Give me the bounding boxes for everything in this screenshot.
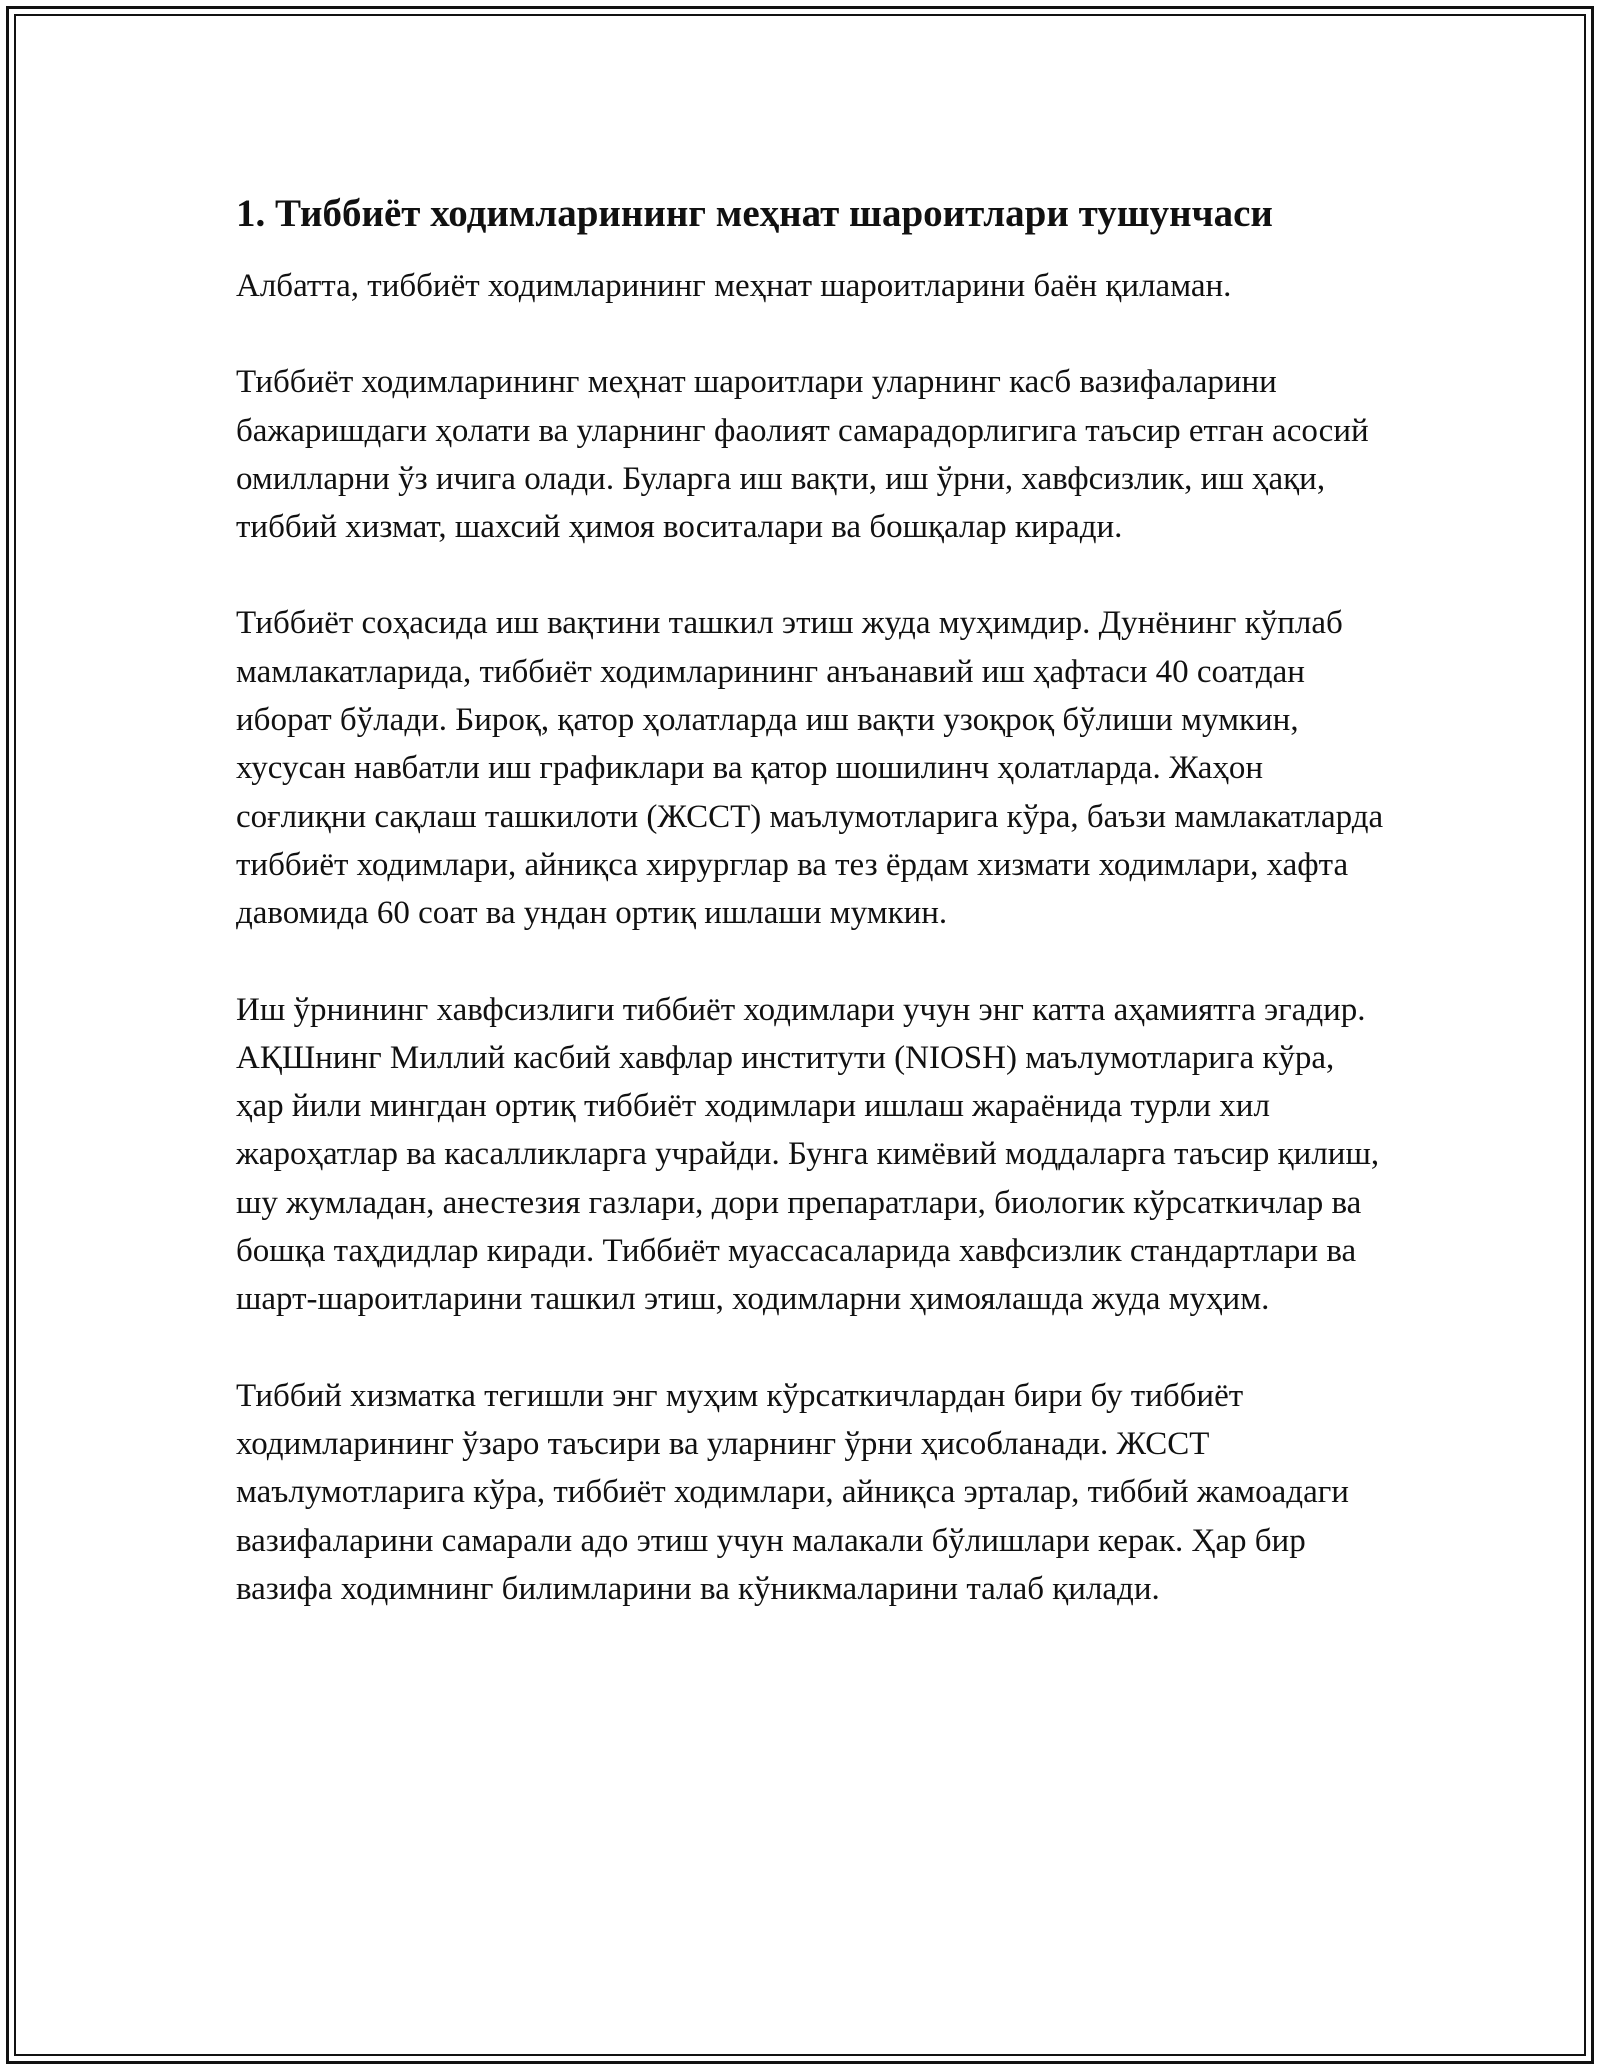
paragraph-working-hours: Тиббиёт соҳасида иш вақтини ташкил этиш жуда муҳимдир. Дунёнинг кўплаб мамлакатларида, тиббиёт ходимларининг анъанавий иш ҳафтаси 40 соатдан иборат бўлади. Бироқ, қатор ҳолатларда иш вақти узоқроқ бўлиши мумкин, хусусан навбатли иш графиклари ва қатор шошилинч ҳолатларда. Жаҳон соғлиқни сақлаш ташкилоти (ЖССТ) маълумотларига кўра, баъзи мамлакатларда тиббиёт ходимлари, айниқса хирурглар ва тез ёрдам хизмати ходимлари, хафта давомида 60 соат ва ундан ортиқ ишлаши мумкин.	[236, 605, 1384, 932]
paragraph-intro: Албатта, тиббиёт ходимларининг меҳнат шароитларини баён қиламан.	[236, 268, 1232, 304]
paragraph-teamwork: Тиббий хизматка тегишли энг муҳим кўрсаткичлардан бири бу тиббиёт ходимларининг ўзаро таъсири ва уларнинг ўрни ҳисобланади. ЖССТ маълумотларига кўра, тиббиёт ходимлари, айниқса эрталар, тиббий жамоадаги вазифаларини самарали адо этиш учун малакали бўлишлари керак. Ҳар бир вазифа ходимнинг билимларини ва кўникмаларини талаб қилади.	[236, 1377, 1349, 1607]
paragraph-workplace-safety: Иш ўрнининг хавфсизлиги тиббиёт ходимлари учун энг катта аҳамиятга эгадир. АҚШнинг Миллий касбий хавфлар институти (NIOSH) маълумотларига кўра, ҳар йили мингдан ортиқ тиббиёт ходимлари ишлаш жараёнида турли хил жароҳатлар ва касалликларга учрайди. Бунга кимёвий моддаларга таъсир қилиш, шу жумладан, анестезия газлари, дори препаратлари, биологик кўрсаткичлар ва бошқа таҳдидлар киради. Тиббиёт муассасаларида хавфсизлик стандартлари ва шарт-шароитларини ташкил этиш, ходимларни ҳимоялашда жуда муҳим.	[236, 991, 1380, 1318]
document-body	[236, 186, 1384, 1661]
section-heading: 1. Тиббиёт ходимларининг меҳнат шароитлари тушунчаси	[236, 192, 1273, 235]
paragraph-definition: Тиббиёт ходимларининг меҳнат шароитлари уларнинг касб вазифаларини бажаришдаги ҳолати ва уларнинг фаолият самарадорлигига таъсир етган асосий омилларни ўз ичига олади. Буларга иш вақти, иш ўрни, хавфсизлик, иш ҳақи, тиббий хизмат, шахсий ҳимоя воситалари ва бошқалар киради.	[236, 364, 1369, 546]
